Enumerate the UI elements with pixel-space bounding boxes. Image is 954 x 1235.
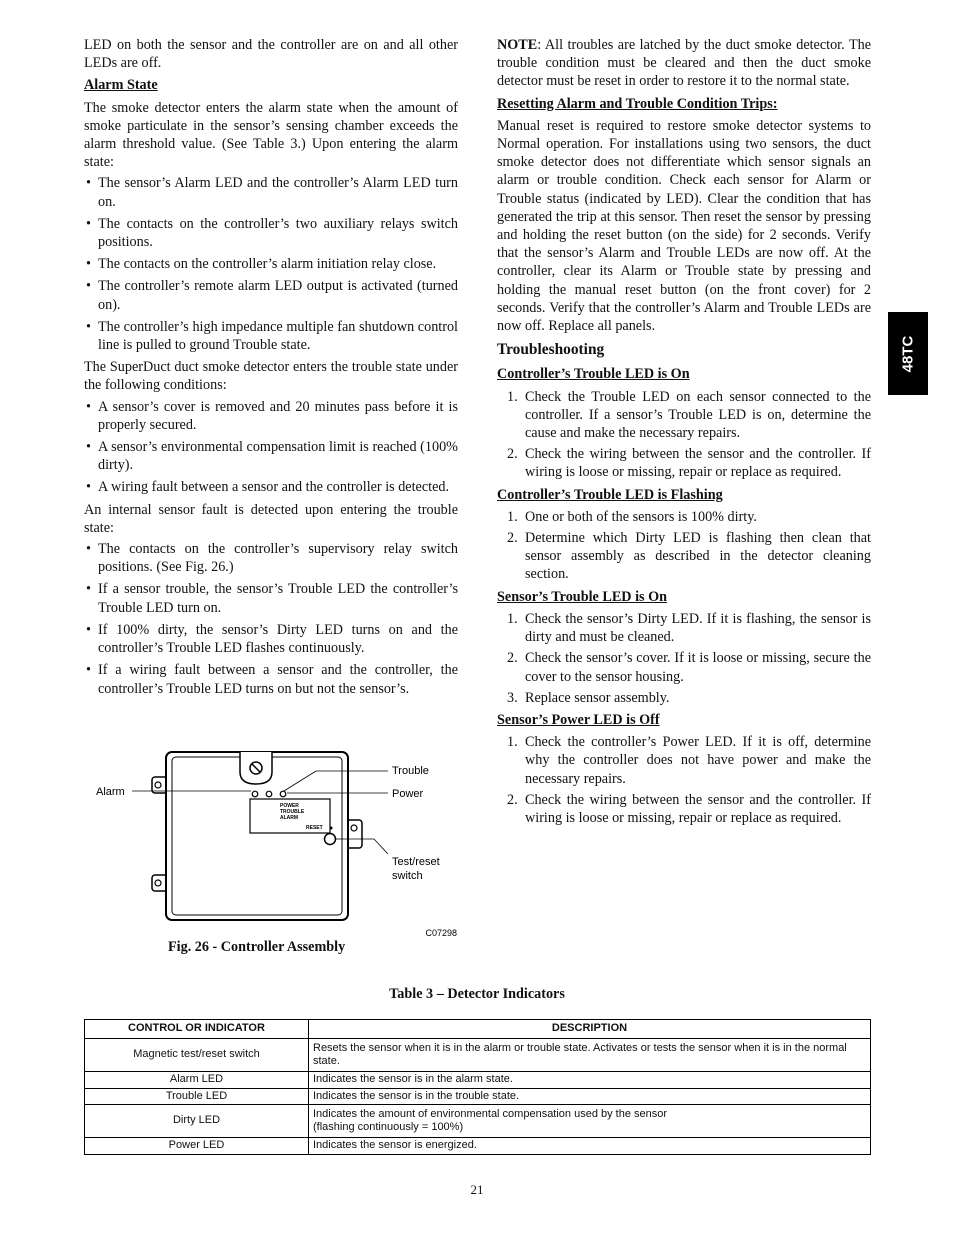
resetting-heading: Resetting Alarm and Trouble Condition Trips:	[497, 95, 778, 112]
mounting-hole-right	[351, 825, 357, 831]
table-row	[85, 1138, 871, 1155]
list-item: 2. Check the sensor’s cover. If it is loose or missing, secure the cover to the sensor housing.	[507, 650, 871, 685]
test-reset-leader-line	[374, 839, 388, 854]
table-cell: Dirty LED	[85, 1105, 309, 1138]
left-column	[84, 36, 458, 702]
alarm-callout: Alarm	[96, 786, 125, 798]
table-header-cell: DESCRIPTION	[309, 1020, 871, 1039]
list-item: 2. Determine which Dirty LED is flashing then clean that sensor assembly as described in the detector cleaning section.	[507, 530, 871, 583]
table-cell: Indicates the sensor is in the trouble state.	[309, 1088, 871, 1105]
power-callout: Power	[392, 788, 424, 800]
table-cell: Indicates the sensor is energized.	[309, 1138, 871, 1155]
resetting-paragraph: Manual reset is required to restore smoke detector systems to Normal operation. For installations using two sensors, the duct smoke detector does not differentiate which sensor signals an alarm or trouble condition. Check each sensor for Alarm or Trouble status (indicated by LED). Clear the condition that has generated the trip at this sensor. Then reset the sensor by pressing and holding the reset button (on the side) for 2 seconds. Verify that the sensor’s Alarm and Trouble LEDs are now off. At the controller, clear its Alarm or Trouble state by pressing and holding the manual reset button (on the front cover) for 2 seconds. Verify that the controller’s Alarm and Trouble LEDs are now off. Replace all panels.	[497, 117, 871, 335]
table-header-cell: CONTROL OR INDICATOR	[85, 1020, 309, 1039]
controller-trouble-on-list	[497, 388, 871, 482]
table-cell: Indicates the sensor is in the alarm state.	[309, 1072, 871, 1089]
troubleshooting-heading: Troubleshooting	[497, 341, 605, 359]
list-item: • If a sensor trouble, the sensor’s Trouble LED the controller’s Trouble LED turn on.	[84, 580, 458, 616]
trouble-bullet-list	[84, 398, 458, 497]
section-heading-controller-trouble-flashing: Controller’s Trouble LED is Flashing	[497, 486, 723, 503]
list-item: 1. One or both of the sensors is 100% dirty.	[507, 508, 757, 525]
alarm-bullet-list	[84, 174, 458, 354]
trouble-intro-paragraph: The SuperDuct duct smoke detector enters the trouble state under the following conditions:	[84, 359, 458, 394]
alarm-state-heading: Alarm State	[84, 77, 158, 94]
table-row	[85, 1072, 871, 1089]
table-row	[85, 1105, 871, 1138]
list-item: • A sensor’s environmental compensation limit is reached (100% dirty).	[84, 438, 458, 474]
controller-trouble-flashing-list	[497, 508, 871, 584]
controller-assembly-diagram	[84, 744, 460, 944]
page-number: 21	[470, 1182, 484, 1197]
section-heading-sensor-trouble-on: Sensor’s Trouble LED is On	[497, 588, 668, 605]
trouble-callout: Trouble	[392, 765, 429, 777]
table-row	[85, 1039, 871, 1072]
table-row	[85, 1088, 871, 1105]
table-header-row	[85, 1020, 871, 1039]
sensor-power-off-list	[497, 733, 871, 827]
alarm-state-paragraph: The smoke detector enters the alarm state when the amount of smoke particulate in the sensor’s sensing chamber exceeds the alarm threshold value. (See Table 3.) Upon entering the alarm state:	[84, 99, 458, 171]
list-item: • The contacts on the controller’s supervisory relay switch positions. (See Fig. 26.)	[84, 540, 458, 576]
note-label: NOTE	[497, 37, 538, 53]
list-item: 3. Replace sensor assembly.	[507, 689, 670, 706]
list-item: 2. Check the wiring between the sensor and the controller. If wiring is loose or missing, repair or replace as required.	[507, 791, 871, 826]
list-item: • The contacts on the controller’s alarm initiation relay close.	[84, 255, 458, 273]
table-title: Table 3 – Detector Indicators	[389, 986, 565, 1002]
list-item: 1. Check the controller’s Power LED. If it is off, determine why the controller does not have power and make the necessary repairs.	[507, 734, 871, 787]
mounting-hole-left-bottom	[155, 880, 161, 886]
note-paragraph	[497, 36, 871, 91]
side-tab	[888, 312, 928, 395]
panel-trouble-label: TROUBLE	[280, 809, 305, 815]
list-item: • The controller’s high impedance multiple fan shutdown control line is pulled to ground Trouble state.	[84, 318, 458, 354]
sensor-trouble-on-list	[497, 610, 871, 707]
figure-code: C07298	[425, 928, 457, 938]
list-item: • The sensor’s Alarm LED and the controller’s Alarm LED turn on.	[84, 174, 458, 210]
table-cell: Resets the sensor when it is in the alarm or trouble state. Activates or tests the sensor when it is in the normal state.	[309, 1039, 871, 1072]
panel-power-label: POWER	[280, 803, 299, 809]
controller-assembly-figure	[84, 744, 460, 944]
list-item: • The controller’s remote alarm LED output is activated (turned on).	[84, 277, 458, 313]
intro-paragraph: LED on both the sensor and the controller are on and all other LEDs are off.	[84, 37, 458, 72]
note-text: : All troubles are latched by the duct smoke detector. The trouble condition must be cleared and then the duct smoke detector must be reset in order to restore it to the normal state.	[497, 37, 871, 90]
side-tab-label: 48TC	[899, 335, 917, 372]
mounting-hole-left-top	[155, 782, 161, 788]
list-item: • The contacts on the controller’s two auxiliary relays switch positions.	[84, 215, 458, 251]
list-item: 1. Check the Trouble LED on each sensor connected to the controller. If a sensor’s Trouble LED is on, determine the cause and make the necessary repairs.	[507, 388, 871, 442]
table-cell: Power LED	[85, 1138, 309, 1155]
list-item: 1. Check the sensor’s Dirty LED. If it is flashing, the sensor is dirty and must be cleaned.	[507, 610, 871, 646]
list-item: 2. Check the wiring between the sensor and the controller. If wiring is loose or missing, repair or replace as required.	[507, 446, 871, 481]
section-heading-sensor-power-off: Sensor’s Power LED is Off	[497, 711, 660, 728]
list-item: • If a wiring fault between a sensor and the controller, the controller’s Trouble LED turns on but not the sensor’s.	[84, 661, 458, 697]
test-reset-callout-line1: Test/reset	[392, 856, 440, 868]
table-cell: Alarm LED	[85, 1072, 309, 1089]
section-heading-controller-trouble-on: Controller’s Trouble LED is On	[497, 366, 690, 383]
list-item: • If 100% dirty, the sensor’s Dirty LED turns on and the controller’s Trouble LED flashes continuously.	[84, 621, 458, 657]
table-cell: Indicates the amount of environmental compensation used by the sensor (flashing continuously = 100%)	[309, 1105, 871, 1138]
panel-alarm-label: ALARM	[280, 815, 299, 821]
fault-bullet-list	[84, 540, 458, 698]
figure-caption: Fig. 26 - Controller Assembly	[168, 939, 346, 955]
list-item: • A wiring fault between a sensor and the controller is detected.	[84, 478, 458, 496]
test-reset-callout-line2: switch	[392, 870, 423, 882]
table-cell: Magnetic test/reset switch	[85, 1039, 309, 1072]
internal-fault-paragraph: An internal sensor fault is detected upon entering the trouble state:	[84, 501, 458, 536]
right-column	[497, 36, 871, 830]
list-item: • A sensor’s cover is removed and 20 minutes pass before it is properly secured.	[84, 398, 458, 434]
table-cell: Trouble LED	[85, 1088, 309, 1105]
panel-reset-label: RESET	[306, 825, 323, 831]
detector-indicators-table	[84, 1019, 871, 1155]
